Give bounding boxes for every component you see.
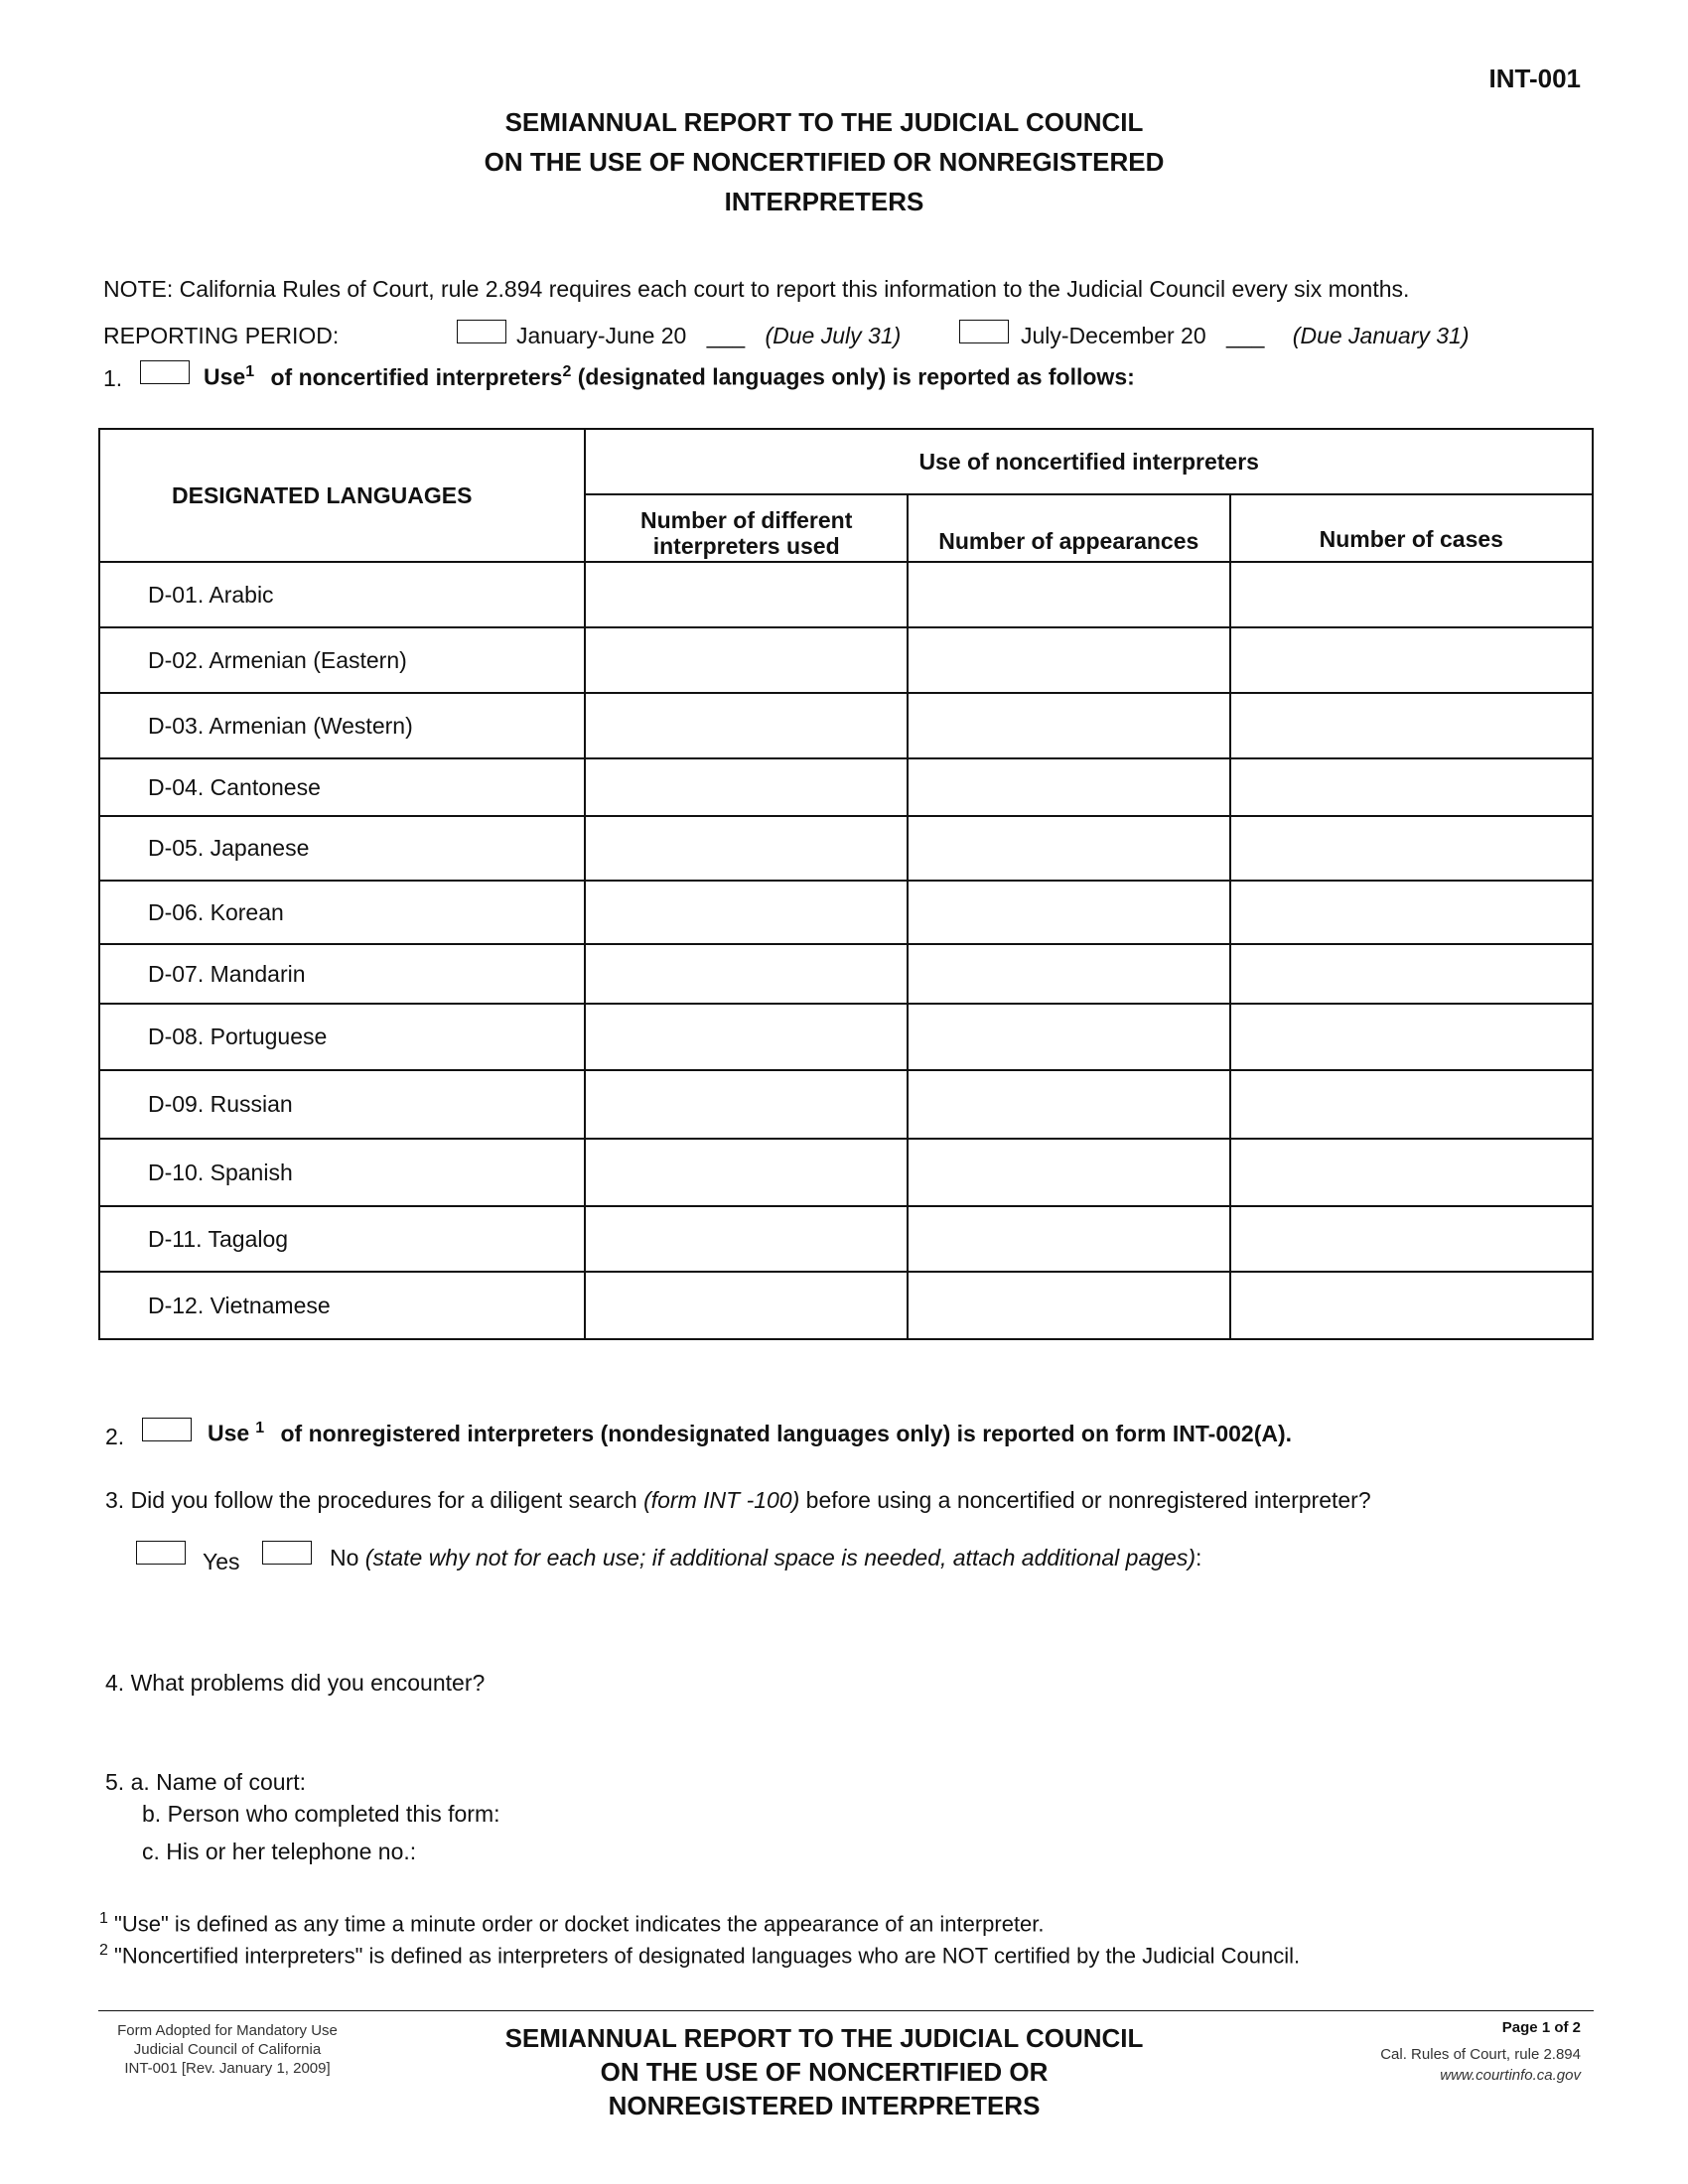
interpreters-used-cell[interactable] [585,1070,908,1139]
cases-cell[interactable] [1230,562,1593,627]
language-label: D-03. Armenian (Western) [99,693,585,758]
item-4-question: 4. What problems did you encounter? [105,1670,486,1696]
footer-divider [98,2010,1594,2011]
table-row [99,944,1593,1004]
cases-cell[interactable] [1230,1206,1593,1272]
language-label: D-09. Russian [99,1070,585,1139]
appearances-cell[interactable] [908,944,1230,1004]
appearances-cell[interactable] [908,1070,1230,1139]
language-label: D-07. Mandarin [99,944,585,1004]
table-row [99,1272,1593,1339]
cases-cell[interactable] [1230,1272,1593,1339]
interpreters-used-cell[interactable] [585,758,908,816]
form-title-line-3: INTERPRETERS [724,187,924,216]
table-row [99,627,1593,693]
table-row [99,1139,1593,1206]
interpreters-used-cell[interactable] [585,816,908,881]
option-january-june: January-June 20 ___ (Due July 31) [516,323,902,348]
footnote-2: $^2$ "Noncertified interpreters" is defined as interpreters of designated languages who are NOT certified by the Judicial Council. [99,1942,1301,1969]
interpreters-used-cell[interactable] [585,944,908,1004]
rule-citation: Cal. Rules of Court, rule 2.894 [1380,2046,1581,2063]
cases-cell[interactable] [1230,627,1593,693]
item-5c-telephone: c. His or her telephone no.: [142,1839,417,1864]
cases-cell[interactable] [1230,1004,1593,1070]
language-label: D-12. Vietnamese [99,1272,585,1339]
appearances-cell[interactable] [908,881,1230,944]
interpreters-used-cell[interactable] [585,562,908,627]
table-row [99,816,1593,881]
different-interpreters-header: Number of different interpreters used [585,494,908,562]
note-text: NOTE: California Rules of Court, rule 2.894 requires each court to report this information to the Judicial Council every six months. [103,276,1410,302]
cases-cell[interactable] [1230,758,1593,816]
table-row [99,1004,1593,1070]
interpreters-used-cell[interactable] [585,1272,908,1339]
page-number: Page 1 of 2 [1501,2019,1581,2036]
option-july-december: July-December 20 ___ (Due January 31) [1021,323,1470,348]
table-row [99,693,1593,758]
item-2-number: 2. [105,1424,125,1449]
item-5a-name-of-court: 5. a. Name of court: [105,1769,306,1795]
interpreters-used-cell[interactable] [585,693,908,758]
footnote-1: $^1$ "Use" is defined as any time a minute order or docket indicates the appearance of an interpreter. [99,1910,1045,1937]
language-label: D-10. Spanish [99,1139,585,1206]
designated-languages-header: DESIGNATED LANGUAGES [99,429,585,562]
table-row [99,562,1593,627]
footer-adoption-info: Form Adopted for Mandatory Use Judicial Council of California INT-001 [Rev. January 1, 2009] [117,2022,338,2077]
checkbox-item-2[interactable] [142,1418,192,1441]
cases-cell[interactable] [1230,1139,1593,1206]
appearances-cell[interactable] [908,1272,1230,1339]
item-2-text: Use $^1$ of nonregistered interpreters (nondesignated languages only) is reported on form INT-002(A). [208,1420,1293,1446]
interpreters-used-cell[interactable] [585,627,908,693]
item-1-number: 1. [103,365,123,391]
table-row [99,1206,1593,1272]
table-row [99,758,1593,816]
appearances-cell[interactable] [908,627,1230,693]
language-label: D-06. Korean [99,881,585,944]
language-label: D-08. Portuguese [99,1004,585,1070]
item-1-text: Use$^1$ of noncertified interpreters$^2$ (designated languages only) is reported as follows: [204,363,1135,390]
item-5b-person: b. Person who completed this form: [142,1801,500,1827]
cases-cell[interactable] [1230,1070,1593,1139]
yes-label: Yes [203,1549,240,1574]
appearances-header: Number of appearances [908,494,1230,562]
interpreters-used-cell[interactable] [585,1139,908,1206]
language-label: D-05. Japanese [99,816,585,881]
appearances-cell[interactable] [908,1206,1230,1272]
footer-page-info [1380,2017,1581,2086]
table-row [99,1070,1593,1139]
cases-cell[interactable] [1230,693,1593,758]
year-blank-2[interactable]: ___ [1226,323,1265,348]
reporting-period-label: REPORTING PERIOD: [103,323,340,348]
interpreters-used-cell[interactable] [585,1004,908,1070]
appearances-cell[interactable] [908,693,1230,758]
form-number: INT-001 [1488,64,1581,93]
table-row [99,881,1593,944]
checkbox-no[interactable] [262,1541,312,1565]
appearances-cell[interactable] [908,1004,1230,1070]
footer-title: SEMIANNUAL REPORT TO THE JUDICIAL COUNCIL ON THE USE OF NONCERTIFIED OR NONREGISTERED INTERPRETERS [504,2023,1144,2120]
website-link[interactable]: www.courtinfo.ca.gov [1440,2067,1581,2084]
item-3-question: 3. Did you follow the procedures for a diligent search (form INT -100) before using a noncertified or nonregistered interpreter? [105,1487,1371,1513]
checkbox-yes[interactable] [136,1541,186,1565]
cases-cell[interactable] [1230,944,1593,1004]
form-title-line-1: SEMIANNUAL REPORT TO THE JUDICIAL COUNCIL [504,107,1144,137]
appearances-cell[interactable] [908,1139,1230,1206]
no-label: No (state why not for each use; if additional space is needed, attach additional pages): [330,1545,1202,1570]
interpreter-usage-table [98,428,1594,1340]
form-title-line-2: ON THE USE OF NONCERTIFIED OR NONREGISTERED [484,147,1165,177]
language-label: D-02. Armenian (Eastern) [99,627,585,693]
checkbox-july-december[interactable] [959,320,1009,343]
appearances-cell[interactable] [908,562,1230,627]
cases-cell[interactable] [1230,816,1593,881]
language-label: D-01. Arabic [99,562,585,627]
interpreters-used-cell[interactable] [585,1206,908,1272]
language-label: D-04. Cantonese [99,758,585,816]
appearances-cell[interactable] [908,816,1230,881]
year-blank-1[interactable]: ___ [706,323,746,348]
checkbox-january-june[interactable] [457,320,506,343]
appearances-cell[interactable] [908,758,1230,816]
language-label: D-11. Tagalog [99,1206,585,1272]
interpreters-used-cell[interactable] [585,881,908,944]
use-of-noncertified-header: Use of noncertified interpreters [585,429,1593,494]
checkbox-item-1[interactable] [140,360,190,384]
cases-header: Number of cases [1230,494,1593,562]
cases-cell[interactable] [1230,881,1593,944]
